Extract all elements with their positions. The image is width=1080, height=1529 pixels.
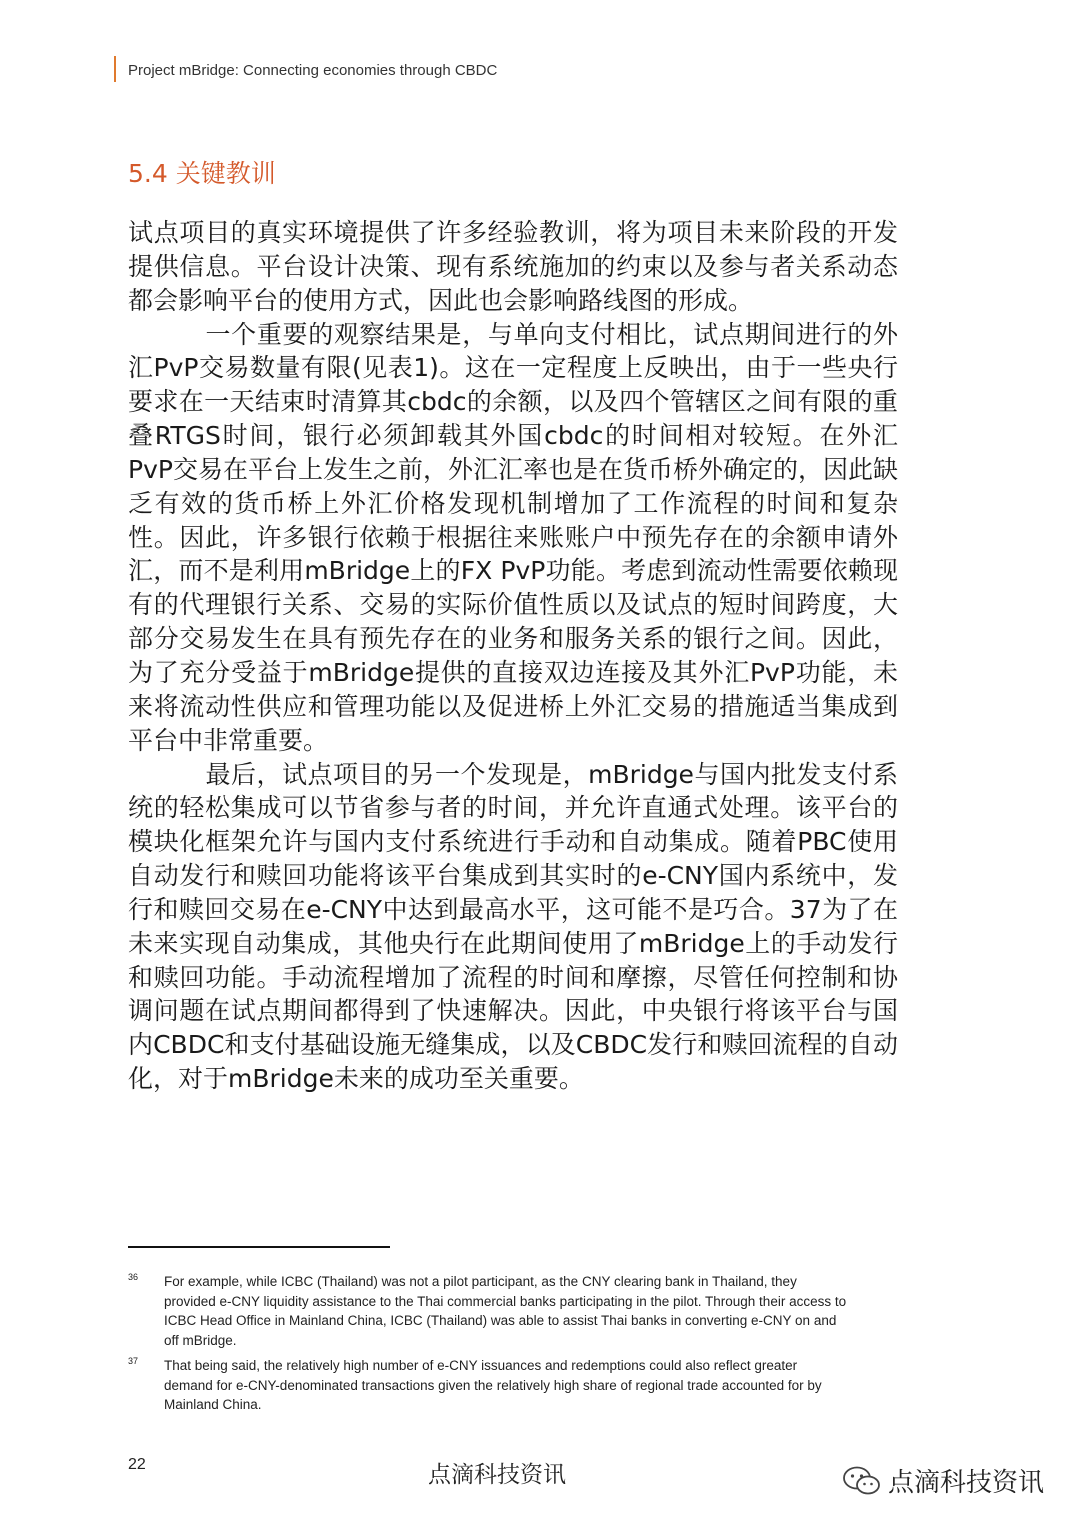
body-text	[128, 216, 898, 1096]
wechat-icon	[842, 1465, 882, 1497]
footnote-text: That being said, the relatively high number of e-CNY issuances and redemptions could also reflect greater demand for e-CNY-denominated transactions given the relatively high share of regional trade accounted for by Mainland China.	[164, 1358, 822, 1412]
wechat-watermark	[842, 1462, 1044, 1499]
paragraph-1: 试点项目的真实环境提供了许多经验教训，将为项目未来阶段的开发提供信息。平台设计决策、现有系统施加的约束以及参与者关系动态都会影响平台的使用方式，因此也会影响路线图的形成。	[128, 218, 898, 315]
paragraph-3: 最后，试点项目的另一个发现是，mBridge与国内批发支付系统的轻松集成可以节省参与者的时间，并允许直通式处理。该平台的模块化框架允许与国内支付系统进行手动和自动集成。随着PBC使用自动发行和赎回功能将该平台集成到其实时的e-CNY国内系统中，发行和赎回交易在e-CNY中达到最高水平，这可能不是巧合。37为了在未来实现自动集成，其他央行在此期间使用了mBridge上的手动发行和赎回功能。手动流程增加了流程的时间和摩擦，尽管任何控制和协调问题在试点期间都得到了快速解决。因此，中央银行将该平台与国内CBDC和支付基础设施无缝集成，以及CBDC发行和赎回流程的自动化，对于mBridge未来的成功至关重要。	[128, 759, 898, 1094]
watermark-center-text: 点滴科技资讯	[428, 1462, 566, 1488]
section-heading: 5.4 关键教训	[128, 159, 276, 188]
page-number: 22	[128, 1456, 146, 1473]
footnote-36	[128, 1272, 848, 1350]
watermark-right-text: 点滴科技资讯	[888, 1468, 1045, 1498]
footnote-divider	[128, 1246, 390, 1248]
header-accent-bar	[114, 56, 116, 82]
footnote-37	[128, 1356, 848, 1415]
footnote-text: For example, while ICBC (Thailand) was not a pilot participant, as the CNY clearing bank in Thailand, they provided e-CNY liquidity assistance to the Thai commercial banks participating in the pilot. Through their access to ICBC Head Office in Mainland China, ICBC (Thailand) was able to assist Thai banks in converting e-CNY on and off mBridge.	[164, 1274, 847, 1348]
footnote-number: 36	[128, 1272, 139, 1282]
footnotes	[128, 1272, 848, 1421]
paragraph-2: 一个重要的观察结果是，与单向支付相比，试点期间进行的外汇PvP交易数量有限(见表1)。这在一定程度上反映出，由于一些央行要求在一天结束时清算其cbdc的余额，以及四个管辖区之间有限的重叠RTGS时间，银行必须卸载其外国cbdc的时间相对较短。在外汇PvP交易在平台上发生之前，外汇汇率也是在货币桥外确定的，因此缺乏有效的货币桥上外汇价格发现机制增加了工作流程的时间和复杂性。因此，许多银行依赖于根据往来账账户中预先存在的余额申请外汇，而不是利用mBridge上的FX PvP功能。考虑到流动性需要依赖现有的代理银行关系、交易的实际价值性质以及试点的短时间跨度，大部分交易发生在具有预先存在的业务和服务关系的银行之间。因此，为了充分受益于mBridge提供的直接双边连接及其外汇PvP功能，未来将流动性供应和管理功能以及促进桥上外汇交易的措施适当集成到平台中非常重要。	[128, 319, 898, 755]
running-header-title: Project mBridge: Connecting economies through CBDC	[128, 62, 498, 79]
footnote-number: 37	[128, 1356, 139, 1366]
